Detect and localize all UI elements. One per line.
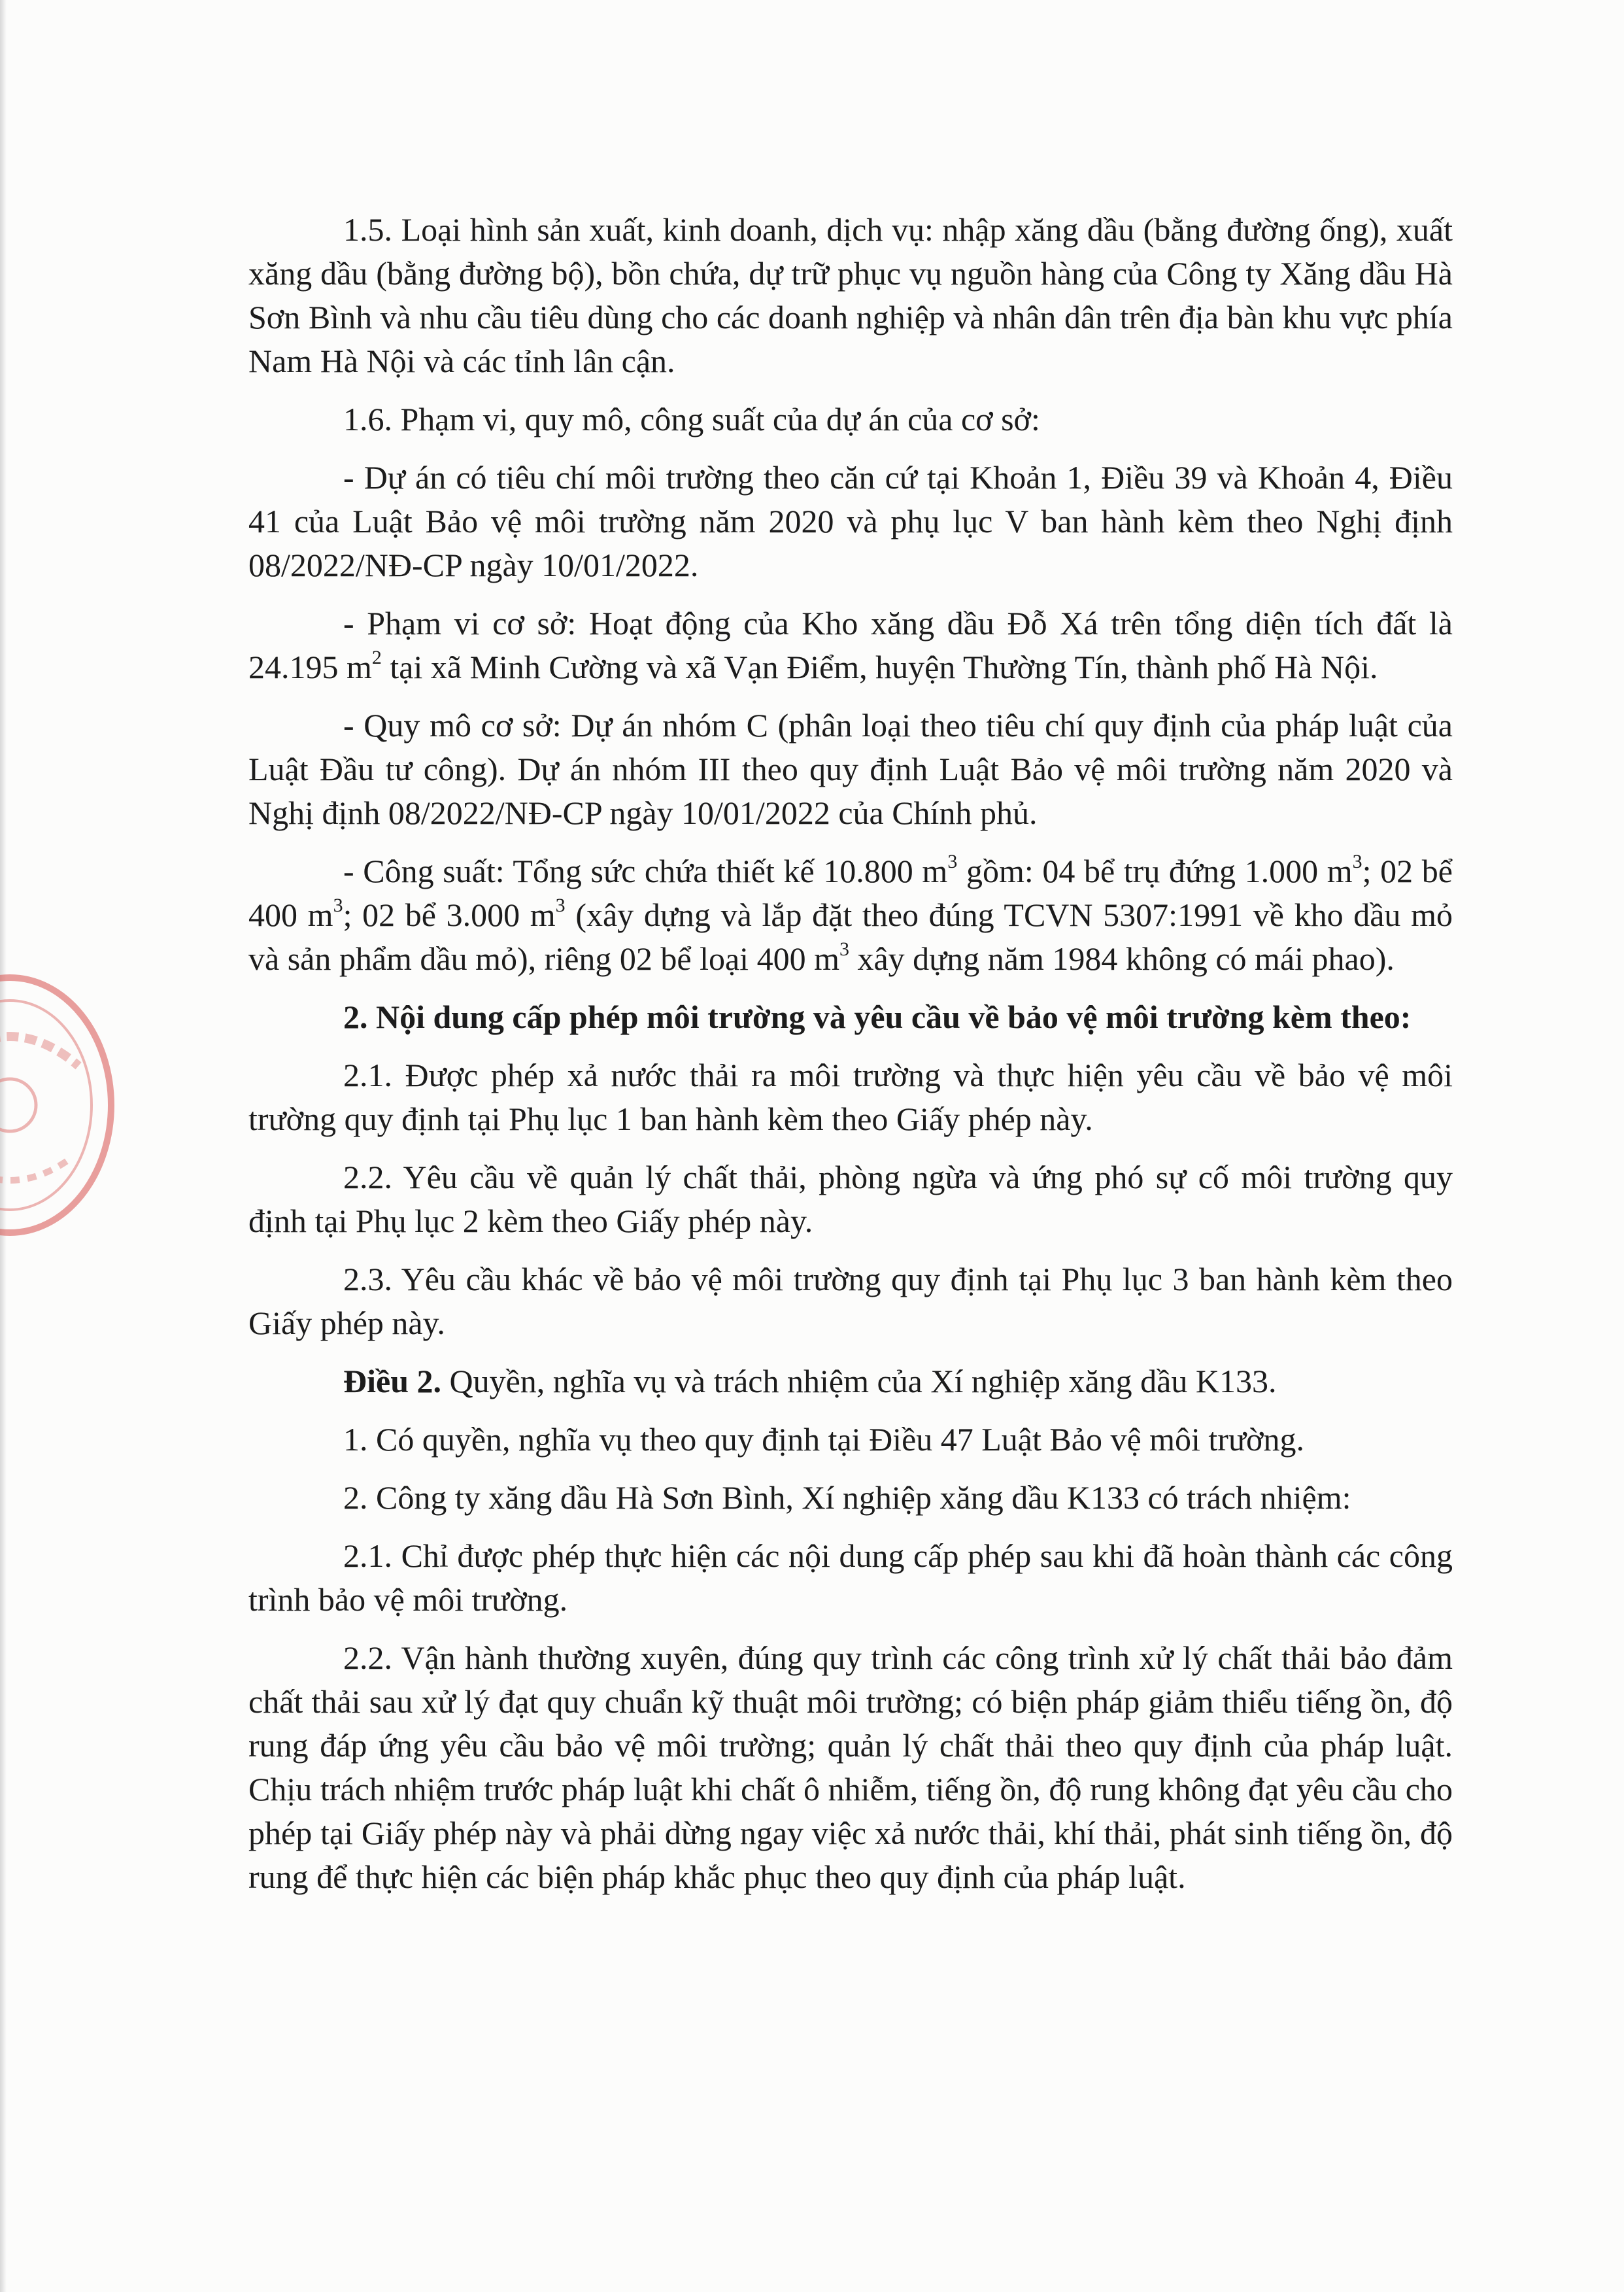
document-body xyxy=(248,208,1453,1913)
capacity-text-1: - Công suất: Tổng sức chứa thiết kế 10.800 m xyxy=(343,853,948,889)
article-2-heading xyxy=(248,1360,1453,1403)
article-2-item-2-1: 2.1. Chỉ được phép thực hiện các nội dung cấp phép sau khi đã hoàn thành các công trình bảo vệ môi trường. xyxy=(248,1537,1453,1618)
capacity-text-5: (xây dựng và lắp đặt theo đúng TCVN 5307:1991 về kho dầu mỏ và sản phẩm dầu mỏ), riêng 02 bể loại 400 m xyxy=(248,897,1453,977)
paragraph-2-2: 2.2. Yêu cầu về quản lý chất thải, phòng ngừa và ứng phó sự cố môi trường quy định tại Phụ lục 2 kèm theo Giấy phép này. xyxy=(248,1159,1453,1239)
paragraph-scale: - Quy mô cơ sở: Dự án nhóm C (phân loại theo tiêu chí quy định của pháp luật của Luật Đầu tư công). Dự án nhóm III theo quy định Luật Bảo vệ môi trường năm 2020 và Nghị định 08/2022/NĐ-CP ngày 10/01/2022 của Chính phủ. xyxy=(248,707,1453,831)
cube-superscript: 3 xyxy=(333,895,343,917)
paragraph-1-6: 1.6. Phạm vi, quy mô, công suất của dự án của cơ sở: xyxy=(343,401,1040,437)
paragraph-1-5: 1.5. Loại hình sản xuất, kinh doanh, dịch vụ: nhập xăng dầu (bằng đường ống), xuất xăng dầu (bằng đường bộ), bồn chứa, dự trữ phục vụ nguồn hàng của Công ty Xăng dầu Hà Sơn Bình và nhu cầu tiêu dùng cho các doanh nghiệp và nhân dân trên địa bàn khu vực phía Nam Hà Nội và các tỉnh lân cận. xyxy=(248,211,1453,379)
section-heading-2: 2. Nội dung cấp phép môi trường và yêu cầu về bảo vệ môi trường kèm theo: xyxy=(343,999,1412,1035)
paragraph-2-3: 2.3. Yêu cầu khác về bảo vệ môi trường quy định tại Phụ lục 3 ban hành kèm theo Giấy phép này. xyxy=(248,1261,1453,1341)
cube-superscript: 3 xyxy=(1352,851,1362,873)
cube-superscript: 3 xyxy=(947,851,958,873)
red-seal-stamp-icon xyxy=(0,968,118,1242)
cube-superscript: 3 xyxy=(555,895,566,917)
paragraph-capacity xyxy=(248,849,1453,981)
square-superscript: 2 xyxy=(371,647,382,669)
cube-superscript: 3 xyxy=(839,938,849,961)
paragraph-2-1: 2.1. Được phép xả nước thải ra môi trường và thực hiện yêu cầu về bảo vệ môi trường quy định tại Phụ lục 1 ban hành kèm theo Giấy phép này. xyxy=(248,1057,1453,1137)
article-2-item-2-2: 2.2. Vận hành thường xuyên, đúng quy trình các công trình xử lý chất thải bảo đảm chất thải sau xử lý đạt quy chuẩn kỹ thuật môi trường; có biện pháp giảm thiểu tiếng ồn, độ rung đáp ứng yêu cầu bảo vệ môi trường; quản lý chất thải theo quy định của pháp luật. Chịu trách nhiệm trước pháp luật khi chất ô nhiễm, tiếng ồn, độ rung không đạt yêu cầu cho phép tại Giấy phép này và phải dừng ngay việc xả nước thải, khí thải, phát sinh tiếng ồn, độ rung để thực hiện các biện pháp khắc phục theo quy định của pháp luật. xyxy=(248,1639,1453,1895)
scope-text-start: - Phạm vi cơ sở: Hoạt động của Kho xăng dầu Đỗ Xá trên tổng diện tích đất là 24.195 m xyxy=(248,605,1453,685)
capacity-text-4: ; 02 bể 3.000 m xyxy=(343,897,556,933)
paragraph-scope xyxy=(248,602,1453,689)
capacity-text-2: gồm: 04 bể trụ đứng 1.000 m xyxy=(957,853,1353,889)
paragraph-criteria: - Dự án có tiêu chí môi trường theo căn cứ tại Khoản 1, Điều 39 và Khoản 4, Điều 41 của Luật Bảo vệ môi trường năm 2020 và phụ lục V ban hành kèm theo Nghị định 08/2022/NĐ-CP ngày 10/01/2022. xyxy=(248,459,1453,583)
capacity-text-6: xây dựng năm 1984 không có mái phao). xyxy=(849,940,1395,977)
capacity-text-3: ; 02 bể 400 m xyxy=(248,853,1453,933)
article-2-label: Điều 2. xyxy=(343,1363,441,1399)
article-2-title: Quyền, nghĩa vụ và trách nhiệm của Xí nghiệp xăng dầu K133. xyxy=(441,1363,1277,1399)
article-2-item-2: 2. Công ty xăng dầu Hà Sơn Bình, Xí nghiệp xăng dầu K133 có trách nhiệm: xyxy=(343,1479,1351,1516)
article-2-item-1: 1. Có quyền, nghĩa vụ theo quy định tại Điều 47 Luật Bảo vệ môi trường. xyxy=(343,1421,1304,1458)
scope-text-end: tại xã Minh Cường và xã Vạn Điểm, huyện Thường Tín, thành phố Hà Nội. xyxy=(381,649,1378,685)
